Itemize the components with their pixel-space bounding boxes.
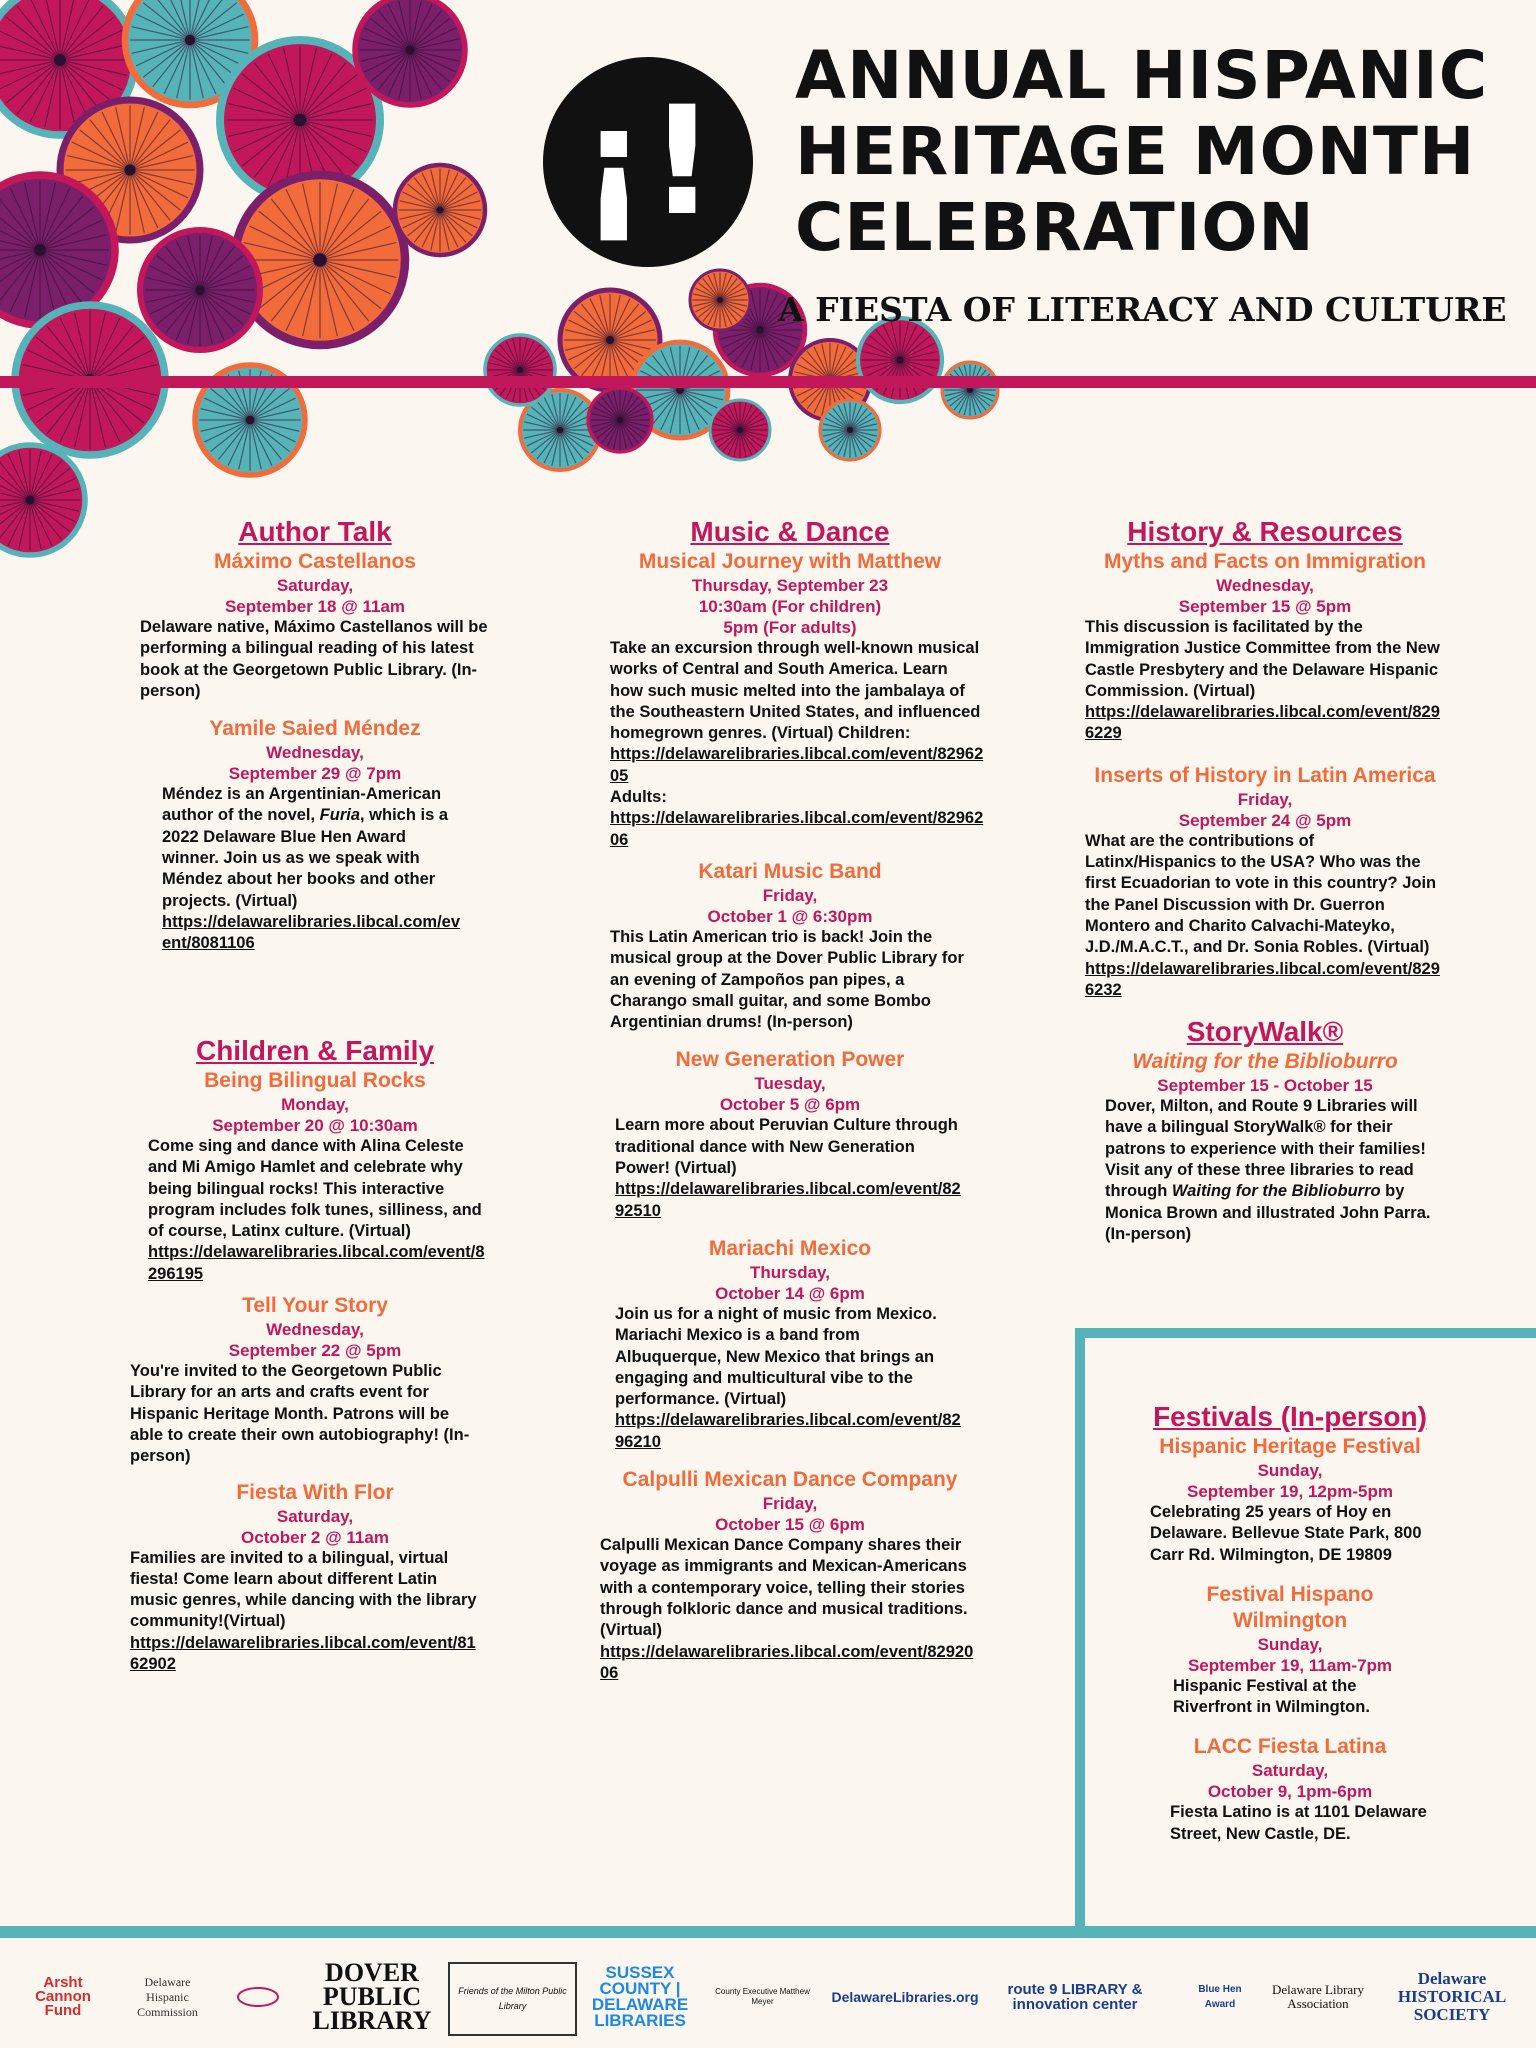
event-title: New Generation Power <box>675 1048 905 1072</box>
event-description: Join us for a night of music from Mexico. Mariachi Mexico is a band from Albuquerque, New Mexico that brings an engaging and multicultural vibe to the performance. (Virtual) https://delawarelibraries.libcal.com/event/8296210 <box>615 1304 961 1451</box>
event-day: Monday, <box>281 1095 349 1114</box>
event-title: LACC Fiesta Latina <box>1193 1735 1387 1759</box>
teal-divider <box>0 1926 1536 1938</box>
event-title: Máximo Castellanos <box>214 550 416 573</box>
storywalk-heading: StoryWalk® <box>1186 1016 1344 1048</box>
paper-fan-icon <box>235 175 405 345</box>
event-description: You're invited to the Georgetown Public Library for an arts and crafts event for Hispanic Heritage Month. Patrons will be able to create their own autobiography! (In-person) <box>130 1362 470 1466</box>
title-line-1: ANNUAL HISPANIC <box>795 37 1489 114</box>
event-link[interactable]: https://delawarelibraries.libcal.com/event/8296205 <box>610 745 984 785</box>
title-line-2: HERITAGE MONTH <box>795 113 1476 190</box>
event-link[interactable]: https://delawarelibraries.libcal.com/event/8292006 <box>600 1642 974 1682</box>
event-day: Friday, <box>762 885 818 905</box>
event-link[interactable]: https://delawarelibraries.libcal.com/event/8162902 <box>130 1633 476 1674</box>
event-link[interactable]: https://delawarelibraries.libcal.com/event/8081106 <box>162 912 461 953</box>
event-date: September 19, 11am-7pm <box>1187 1655 1393 1675</box>
paper-fan-icon <box>588 388 652 452</box>
paper-fan-icon <box>942 362 998 418</box>
event-day: Wednesday, <box>266 1320 364 1340</box>
event-date: September 22 @ 5pm <box>228 1341 402 1361</box>
event-date: October 5 @ 6pm <box>719 1095 861 1115</box>
event-title: Tell Your Story <box>242 1294 388 1318</box>
event-day: Thursday, September 23 <box>691 576 889 595</box>
sponsor-logo: SUSSEX COUNTY | DELAWARE LIBRARIES <box>591 1963 689 2030</box>
event-day: Friday, <box>762 1494 818 1514</box>
pink-divider <box>0 376 1536 388</box>
event-date: September 24 @ 5pm <box>1178 810 1352 830</box>
event-description: Calpulli Mexican Dance Company shares their voyage as immigrants and Mexican-Americans with a contemporary voice, telling their stories through folkloric dance and musical traditions. (Virtual) https://delawarelibraries.libcal.com/event/8292006 <box>600 1536 974 1682</box>
event-title: Inserts of History in Latin America <box>1094 763 1436 787</box>
event-date: September 29 @ 7pm <box>228 764 402 784</box>
event-title: Mariachi Mexico <box>708 1236 872 1260</box>
sponsor-logo: County Executive Matthew Meyer <box>715 1987 810 2006</box>
logo-icon: ¡! <box>543 57 753 267</box>
event-title: Fiesta With Flor <box>236 1480 394 1504</box>
sponsor-logo: Friends of the Milton Public Library <box>448 1962 577 2036</box>
event-day: Thursday, <box>750 1262 830 1282</box>
event-title: Being Bilingual Rocks <box>204 1069 426 1092</box>
event-link[interactable]: https://delawarelibraries.libcal.com/event/8296210 <box>615 1411 961 1451</box>
event-date: September 15 @ 5pm <box>1178 597 1352 616</box>
section-heading: History & Resources <box>1127 516 1403 547</box>
event-day: Tuesday, <box>754 1074 826 1094</box>
sponsor-logo: Blue Hen Award <box>1198 1984 1242 2010</box>
event-description: Take an excursion through well-known musical works of Central and South America. Learn how such music melted into the jambalaya of the Southeastern United States, and influenced homegrown genres. (Virtual) Children: https://delawarelibraries.libcal.com/event/8296205 Adults: https://delawarelibraries.libcal.com/event/8296206 <box>610 639 984 849</box>
sponsor-logo: DelawareLibraries.org <box>831 1988 979 2005</box>
event-time: 10:30am (For children) <box>698 597 882 616</box>
event-description: Hispanic Festival at the Riverfront in Wilmington. <box>1173 1676 1370 1717</box>
sponsor-logo: DOVER PUBLIC LIBRARY <box>312 1958 432 2035</box>
event-day: Saturday, <box>276 576 354 595</box>
event-description: Celebrating 25 years of Hoy en Delaware. Bellevue State Park, 800 Carr Rd. Wilmington, DE 19809 <box>1150 1503 1422 1564</box>
event-description: What are the contributions of Latinx/Hispanics to the USA? Who was the first Ecuadorian to vote in this country? Join the Panel Discussion with Dr. Guerron Montero and Charito Calvachi-Mateyko, J.D./M.A.C.T., and Dr. Sonia Robles. (Virtual) https://delawarelibraries.libcal.com/event/8296232 <box>1085 831 1440 999</box>
event-link[interactable]: https://delawarelibraries.libcal.com/event/8296206 <box>610 809 984 849</box>
event-description: Families are invited to a bilingual, virtual fiesta! Come learn about different Latin music genres, while dancing with the library community!(Virtual) https://delawarelibraries.libcal.com/event/8162902 <box>130 1548 477 1674</box>
event-title: Hispanic Heritage Festival <box>1159 1435 1421 1458</box>
event-title: Calpulli Mexican Dance Company <box>622 1468 958 1492</box>
paper-fan-icon <box>355 0 465 105</box>
event-day: Saturday, <box>276 1506 354 1526</box>
event-link[interactable]: https://delawarelibraries.libcal.com/event/8296232 <box>1085 959 1440 999</box>
event-title: Yamile Saied Méndez <box>209 717 421 741</box>
event-description: Méndez is an Argentinian-American author of the novel, Furia, which is a 2022 Delaware Blue Hen Award winner. Join us as we speak with Méndez about her books and other projects. (Virtual) https://delawarelibraries.libcal.com/event/8081106 <box>162 785 461 953</box>
event-day: Sunday, <box>1257 1461 1323 1480</box>
paper-fan-icon <box>0 445 85 555</box>
event-link[interactable]: https://delawarelibraries.libcal.com/event/8296195 <box>148 1243 485 1283</box>
sponsor-logo <box>228 1962 288 2032</box>
author-talk-section <box>130 515 500 955</box>
event-title: Musical Journey with Matthew <box>638 550 942 573</box>
event-title: Katari Music Band <box>698 859 882 883</box>
paper-fan-icon <box>858 318 942 402</box>
paper-fan-icon <box>395 165 485 255</box>
event-date: October 1 @ 6:30pm <box>707 906 873 926</box>
event-date: September 18 @ 11am <box>224 597 406 616</box>
event-date: September 19, 12pm-5pm <box>1187 1482 1393 1501</box>
event-description: Delaware native, Máximo Castellanos will be performing a bilingual reading of his latest book at the Georgetown Public Library. (In-person) <box>140 618 488 700</box>
event-description: Learn more about Peruvian Culture through traditional dance with New Generation Power! (Virtual) https://delawarelibraries.libcal.com/event/8292510 <box>615 1116 961 1220</box>
title-line-3: CELEBRATION <box>795 189 1315 266</box>
paper-fan-icon <box>820 400 880 460</box>
section-heading: Author Talk <box>238 516 392 547</box>
festivals-section <box>1125 1400 1455 1845</box>
event-date: October 9, 1pm-6pm <box>1207 1782 1373 1802</box>
history-resources-section <box>1085 515 1445 1245</box>
event-link[interactable]: https://delawarelibraries.libcal.com/event/8292510 <box>615 1180 961 1220</box>
paper-fan-icon <box>690 270 750 330</box>
event-date: October 15 @ 6pm <box>715 1515 865 1535</box>
event-time: 5pm (For adults) <box>723 618 857 637</box>
event-day: Friday, <box>1237 789 1293 809</box>
music-dance-section <box>600 515 984 1684</box>
event-day: Wednesday, <box>1216 576 1314 595</box>
sponsor-logo: Delaware HISTORICAL SOCIETY <box>1397 1969 1507 2024</box>
children-family-section <box>130 1034 500 1675</box>
event-date: September 20 @ 10:30am <box>212 1116 418 1135</box>
event-description: Dover, Milton, and Route 9 Libraries will have a bilingual StoryWalk® for their patrons to experience with their families! Visit any of these three libraries to read through Waiting for the Biblioburro by Monica Brown and illustrated John Parra. (In-person) <box>1105 1097 1431 1243</box>
festival-box-border <box>1075 1328 1536 1338</box>
subtitle: A FIESTA OF LITERACY AND CULTURE <box>778 290 1507 329</box>
section-heading: Festivals (In-person) <box>1153 1401 1427 1432</box>
festival-box-border <box>1075 1328 1085 1926</box>
event-description: This discussion is facilitated by the Immigration Justice Committee from the New Castle Presbytery and the Delaware Hispanic Commission. (Virtual) https://delawarelibraries.libcal.com/event/8296229 <box>1085 618 1440 743</box>
paper-fan-icon <box>485 335 555 405</box>
event-day: Saturday, <box>1251 1761 1329 1781</box>
event-title: Festival Hispano Wilmington <box>1206 1582 1374 1632</box>
paper-fan-icon <box>710 400 770 460</box>
event-link[interactable]: https://delawarelibraries.libcal.com/event/8296229 <box>1085 703 1440 743</box>
event-title: Myths and Facts on Immigration <box>1103 550 1427 573</box>
sponsor-logo: route 9 LIBRARY & innovation center <box>1007 1981 1143 2013</box>
event-date: September 15 - October 15 <box>1157 1076 1373 1096</box>
sponsor-logo: Delaware Hispanic Commission <box>137 1974 198 2019</box>
event-day: Wednesday, <box>266 743 364 763</box>
event-title: Waiting for the Biblioburro <box>1132 1050 1398 1074</box>
event-date: October 2 @ 11am <box>241 1527 389 1547</box>
event-day: Sunday, <box>1257 1634 1323 1654</box>
sponsor-logo: Delaware Library Association <box>1271 1982 1365 2011</box>
event-description: This Latin American trio is back! Join the musical group at the Dover Public Library for an evening of Zampoños pan pipes, a Charango small guitar, and some Bombo Argentinian drums! (In-person) <box>610 927 964 1032</box>
section-heading: Music & Dance <box>690 516 890 547</box>
sponsor-logo: Arsht Cannon Fund <box>35 1974 91 2019</box>
event-description: Come sing and dance with Alina Celeste and Mi Amigo Hamlet and celebrate why being bilingual rocks! This interactive program includes folk tunes, silliness, and of course, Latinx culture. (Virtual) https://delawarelibraries.libcal.com/event/8296195 <box>148 1137 485 1283</box>
paper-fan-icon <box>140 230 260 350</box>
event-description: Fiesta Latino is at 1101 Delaware Street, New Castle, DE. <box>1170 1803 1427 1843</box>
event-date: October 14 @ 6pm <box>715 1283 865 1303</box>
section-heading: Children & Family <box>195 1035 435 1066</box>
